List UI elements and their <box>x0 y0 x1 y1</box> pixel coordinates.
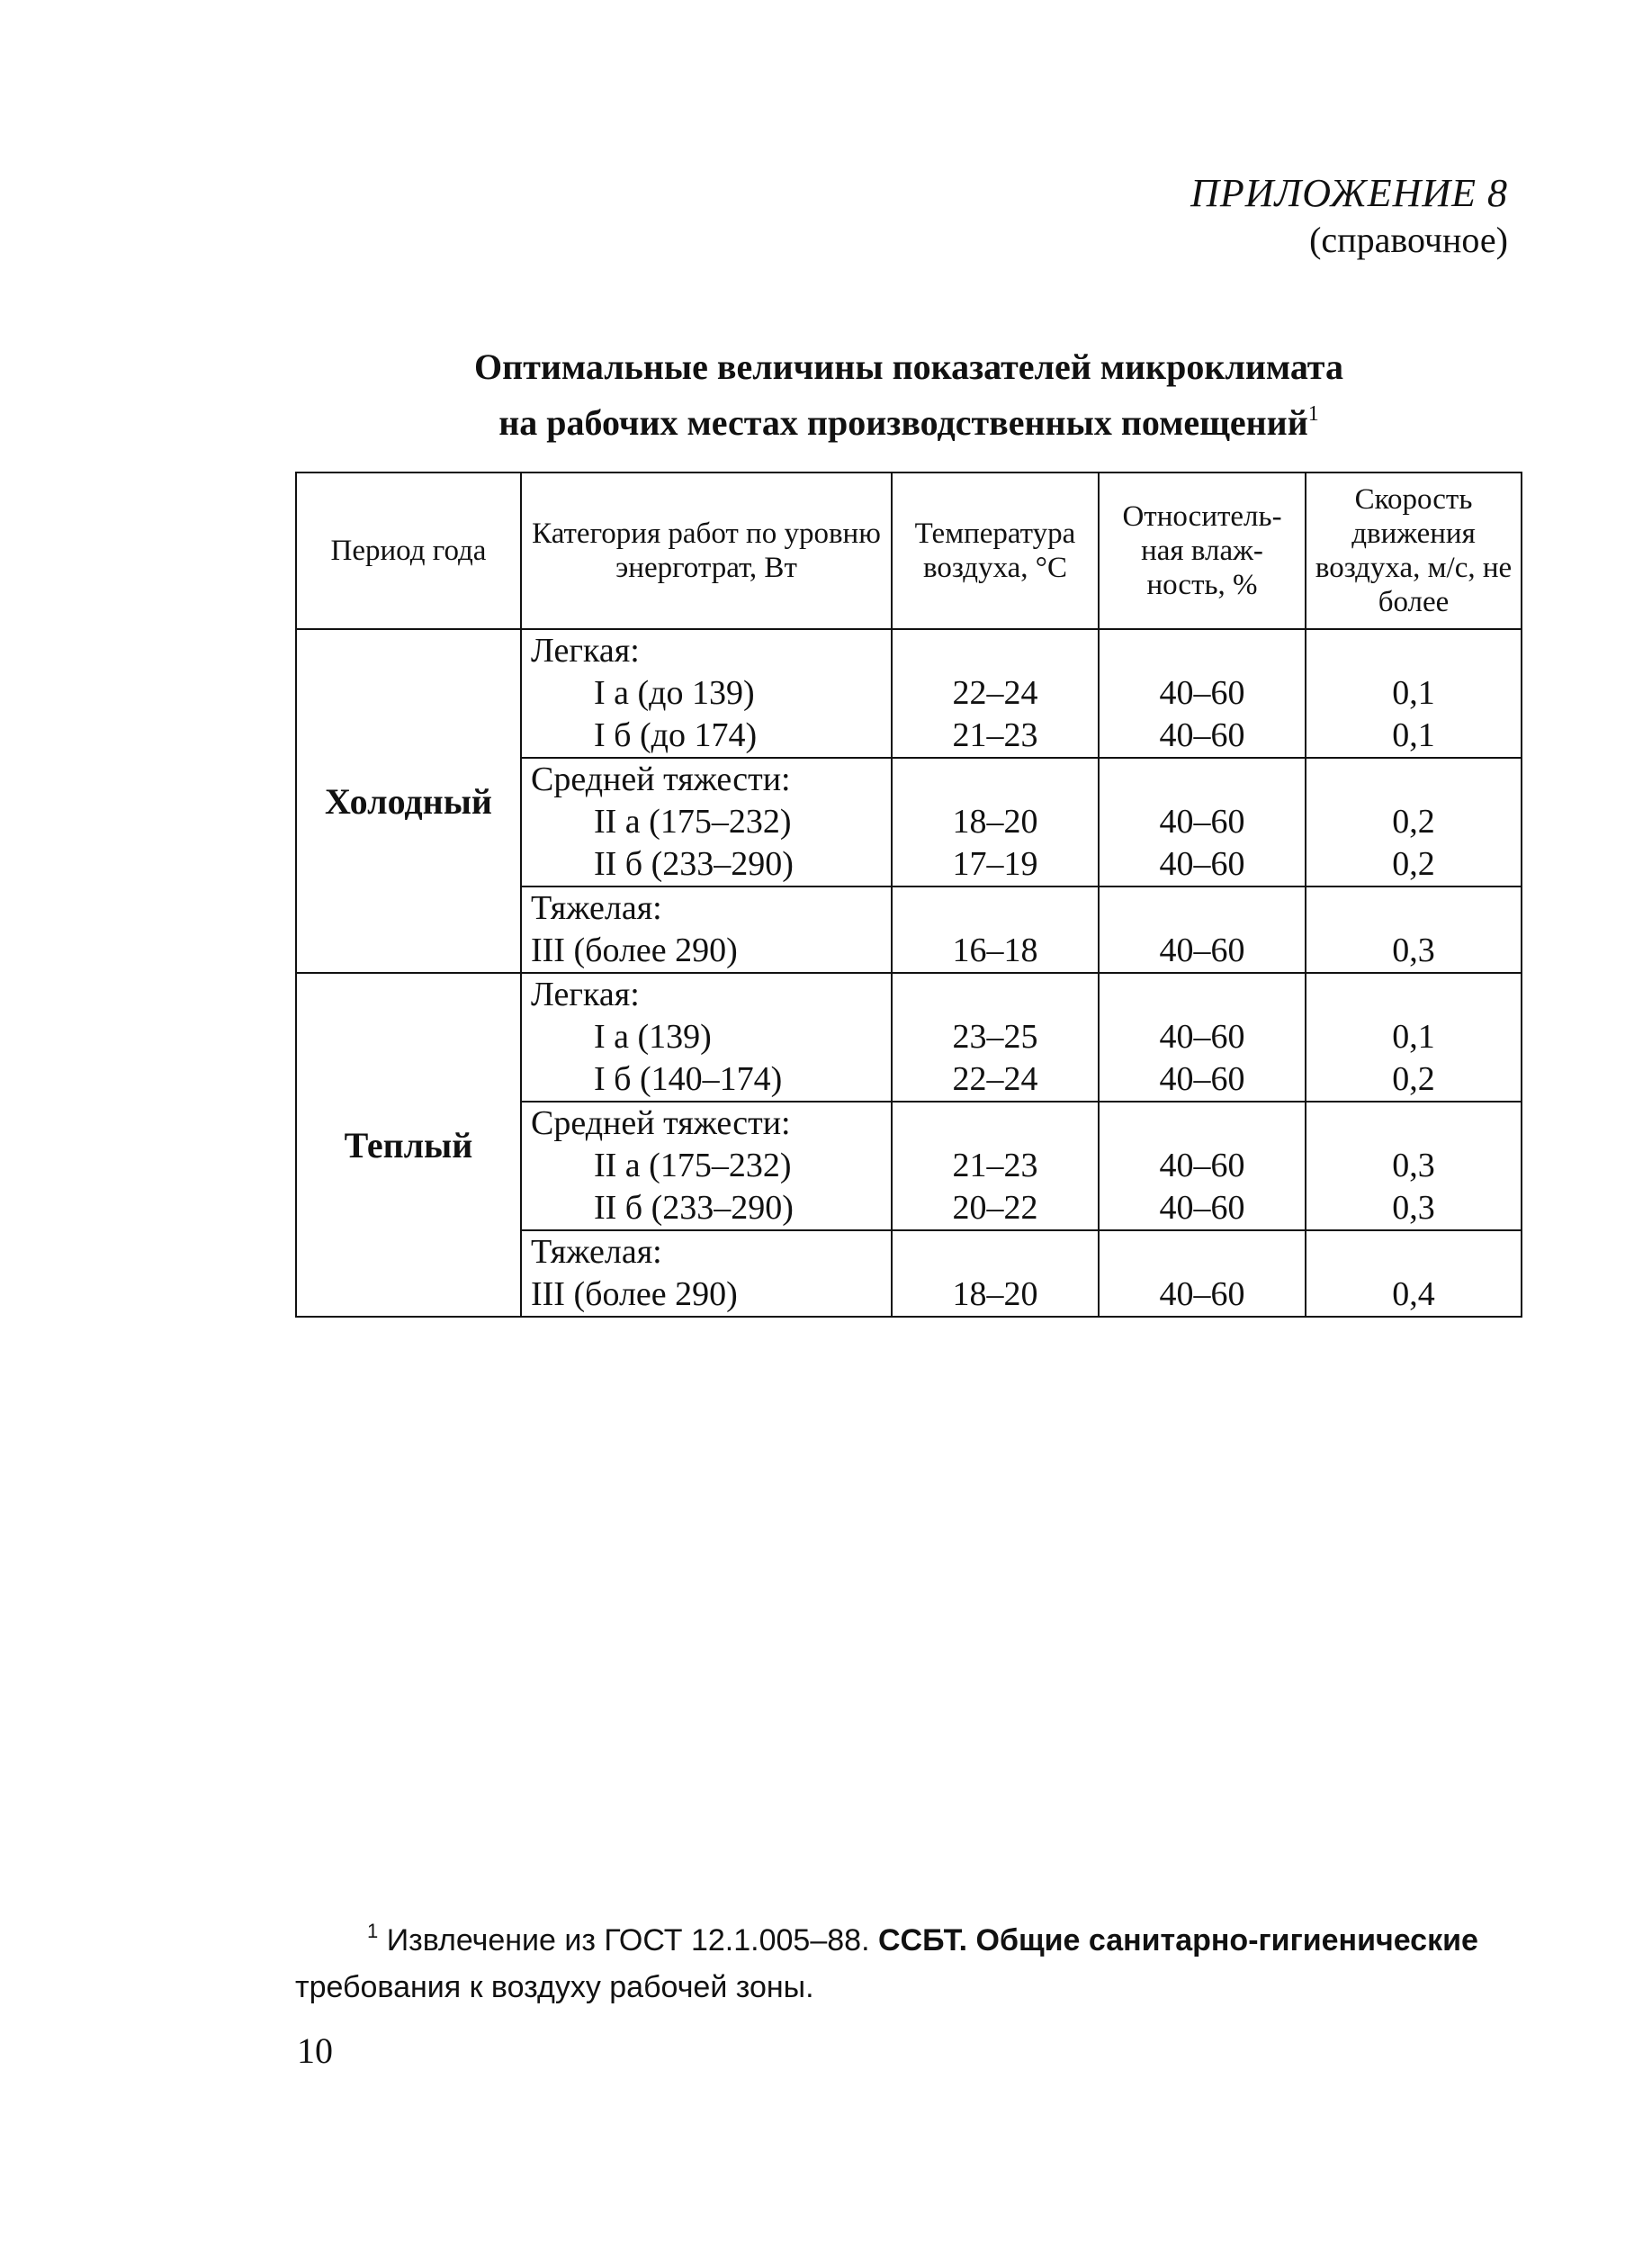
category-value: I а (139) <box>594 1018 712 1056</box>
footnote-source: Извлечение из ГОСТ 12.1.005–88. <box>386 1923 870 1958</box>
speed-value: 0,2 <box>1392 803 1435 841</box>
temperature-value: 20–22 <box>952 1189 1038 1227</box>
speed-value: 0,1 <box>1392 1018 1435 1056</box>
temperature-value: 23–25 <box>952 1018 1038 1056</box>
humidity-value: 40–60 <box>1159 1147 1245 1184</box>
category-value: II а (175–232) <box>594 803 792 841</box>
category-cell <box>521 973 892 1102</box>
category-value: III (более 290) <box>531 932 738 969</box>
group-label: Тяжелая: <box>531 889 662 927</box>
temperature-value: 22–24 <box>952 674 1038 712</box>
speed-cell <box>1306 973 1522 1102</box>
footnote-line-1 <box>295 1908 1521 1964</box>
temperature-cell <box>892 629 1099 758</box>
speed-value: 0,3 <box>1392 932 1435 969</box>
category-cell <box>521 1230 892 1317</box>
table-header-row <box>296 472 1522 629</box>
category-value: II б (233–290) <box>594 845 794 883</box>
speed-value: 0,2 <box>1392 845 1435 883</box>
group-label: Легкая: <box>531 632 640 670</box>
category-value: I б (140–174) <box>594 1060 783 1098</box>
temperature-cell <box>892 1102 1099 1230</box>
humidity-cell <box>1099 629 1306 758</box>
speed-cell <box>1306 1102 1522 1230</box>
temperature-value: 17–19 <box>952 845 1038 883</box>
humidity-value: 40–60 <box>1159 1275 1245 1313</box>
appendix-type: (справочное) <box>1309 220 1508 260</box>
temperature-cell <box>892 758 1099 886</box>
temperature-value: 21–23 <box>952 1147 1038 1184</box>
temperature-cell <box>892 1230 1099 1317</box>
temperature-cell <box>892 973 1099 1102</box>
category-cell <box>521 758 892 886</box>
humidity-cell <box>1099 886 1306 973</box>
category-value: III (более 290) <box>531 1275 738 1313</box>
group-label: Средней тяжести: <box>531 1104 791 1142</box>
temperature-value: 21–23 <box>952 716 1038 754</box>
title-line-2-text: на рабочих местах производственных помещений <box>498 402 1308 443</box>
temperature-value: 18–20 <box>952 803 1038 841</box>
title-line-1: Оптимальные величины показателей микроклимата <box>474 346 1343 387</box>
speed-cell <box>1306 758 1522 886</box>
speed-cell <box>1306 629 1522 758</box>
humidity-value: 40–60 <box>1159 674 1245 712</box>
group-label: Легкая: <box>531 976 640 1013</box>
category-cell <box>521 886 892 973</box>
category-cell <box>521 1102 892 1230</box>
category-value: II а (175–232) <box>594 1147 792 1184</box>
table-row <box>296 973 1522 1102</box>
period-cold: Холодный <box>296 629 521 973</box>
humidity-value: 40–60 <box>1159 1189 1245 1227</box>
title-line-2 <box>297 391 1521 446</box>
humidity-cell <box>1099 1102 1306 1230</box>
speed-value: 0,1 <box>1392 716 1435 754</box>
speed-value: 0,3 <box>1392 1189 1435 1227</box>
header-speed: Скорость движения воздуха, м/с, не более <box>1306 472 1522 629</box>
humidity-cell <box>1099 1230 1306 1317</box>
group-label: Средней тяжести: <box>531 760 791 798</box>
humidity-cell <box>1099 758 1306 886</box>
footnote-standard-title: ССБТ. Общие санитарно-гигиенические <box>877 1923 1478 1958</box>
temperature-cell <box>892 886 1099 973</box>
category-value: I а (до 139) <box>594 674 755 712</box>
category-value: II б (233–290) <box>594 1189 794 1227</box>
appendix-header <box>1190 169 1508 263</box>
humidity-value: 40–60 <box>1159 716 1245 754</box>
category-value: I б (до 174) <box>594 716 758 754</box>
category-cell <box>521 629 892 758</box>
table-row <box>296 629 1522 758</box>
header-category: Категория работ по уровню энерготрат, Вт <box>521 472 892 629</box>
humidity-cell <box>1099 973 1306 1102</box>
page-number: 10 <box>297 2030 333 2071</box>
speed-cell <box>1306 886 1522 973</box>
speed-value: 0,2 <box>1392 1060 1435 1098</box>
header-humidity: Относитель- ная влаж- ность, % <box>1099 472 1306 629</box>
microclimate-table <box>295 472 1522 1318</box>
humidity-value: 40–60 <box>1159 845 1245 883</box>
title-footnote-mark: 1 <box>1307 402 1319 426</box>
footnote <box>295 1908 1521 2011</box>
speed-value: 0,4 <box>1392 1275 1435 1313</box>
group-label: Тяжелая: <box>531 1233 662 1271</box>
period-warm: Теплый <box>296 973 521 1317</box>
speed-cell <box>1306 1230 1522 1317</box>
header-temperature: Температура воздуха, °C <box>892 472 1099 629</box>
temperature-value: 18–20 <box>952 1275 1038 1313</box>
humidity-value: 40–60 <box>1159 932 1245 969</box>
humidity-value: 40–60 <box>1159 803 1245 841</box>
speed-value: 0,1 <box>1392 674 1435 712</box>
temperature-value: 22–24 <box>952 1060 1038 1098</box>
table-title <box>297 344 1521 446</box>
footnote-mark: 1 <box>367 1920 379 1942</box>
humidity-value: 40–60 <box>1159 1060 1245 1098</box>
speed-value: 0,3 <box>1392 1147 1435 1184</box>
humidity-value: 40–60 <box>1159 1018 1245 1056</box>
appendix-label: ПРИЛОЖЕНИЕ 8 <box>1190 171 1508 215</box>
temperature-value: 16–18 <box>952 932 1038 969</box>
header-period: Период года <box>296 472 521 629</box>
footnote-line-2: требования к воздуху рабочей зоны. <box>295 1970 814 2004</box>
